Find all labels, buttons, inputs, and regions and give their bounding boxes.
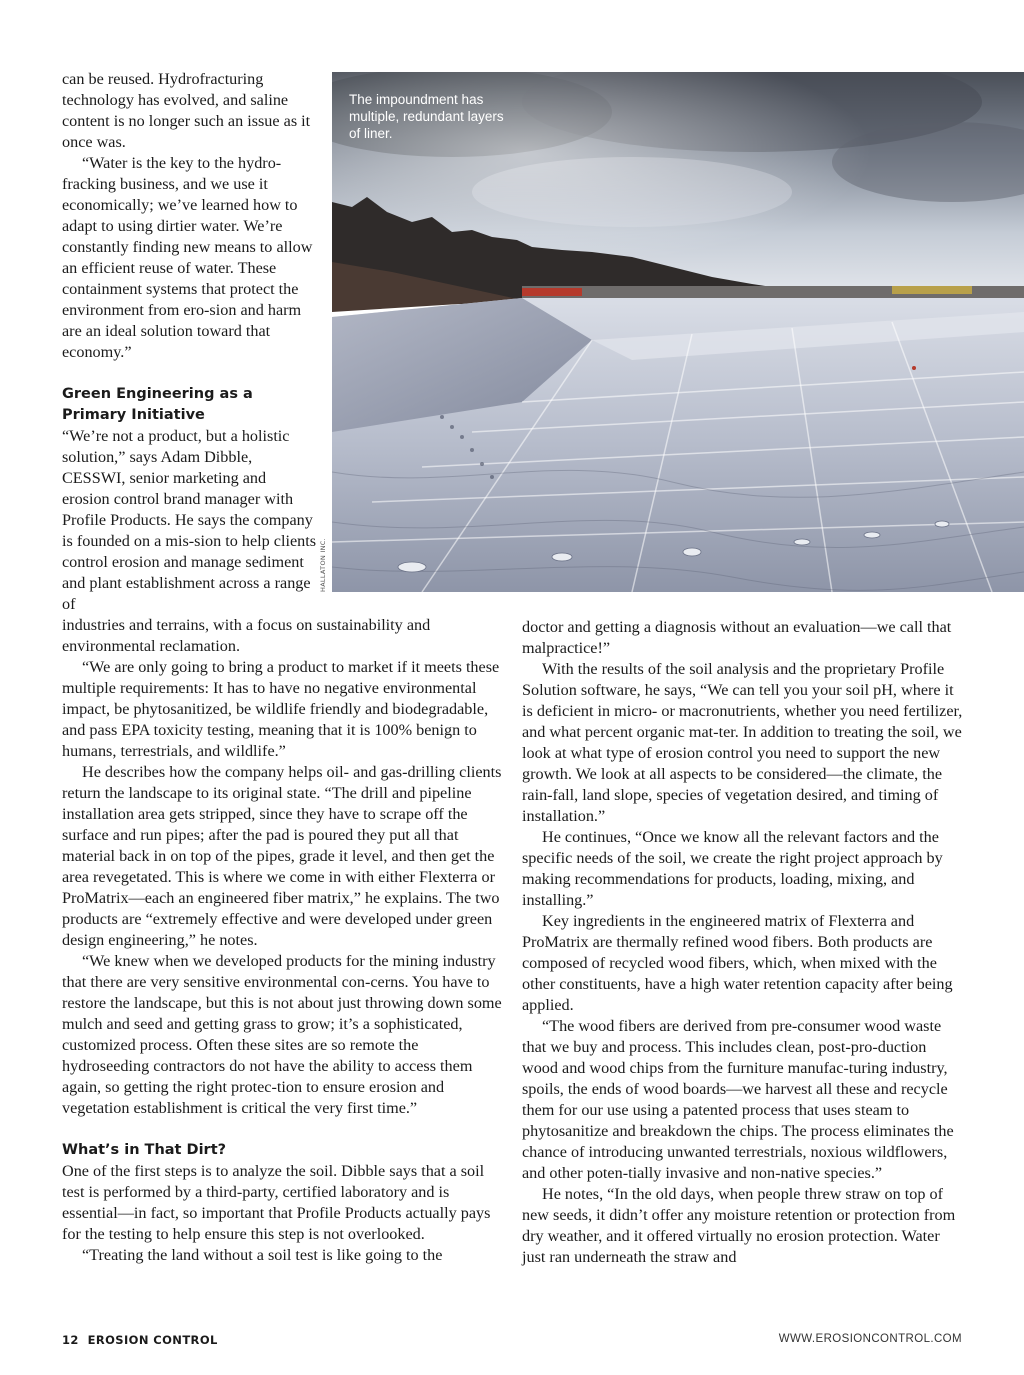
left-paragraph-4: “We are only going to bring a product to market if it meets these multiple requirements: It has to have no negative environmental impact, be phytosanitized, be wildlife friendly and biodegradable, and pass EPA toxicity testing, meaning that it is 100% benign to humans, terrestrials, and wildlife.” bbox=[62, 658, 500, 760]
right-paragraph-2: With the results of the soil analysis and the proprietary Profile Solution software, he says, “We can tell you your soil pH, where it is deficient in micro- or macronutrients, whether you need fertilizer, and what percent organic mat-ter. In addition to treating the soil, we look at what type of erosion control you need to support the new growth. We look at all aspects to be considered—the climate, the rain-fall, land slope, species of vegetation desired, and timing of installation.” bbox=[522, 660, 963, 825]
right-column bbox=[522, 617, 964, 1268]
photo-caption: The impoundment has multiple, redundant layers of liner. bbox=[349, 92, 504, 141]
left-paragraph-6: “We knew when we developed products for the mining industry that there are very sensitive environmental con-cerns. You have to restore the landscape, but this is not about just throwing down some mulch and seed and getting grass to grow; it’s a sophisticated, customized process. Often these sites are so remote the hydroseeding contractors do not have the ability to access them again, so getting the right protec-tion to ensure erosion and vegetation establishment is critical the very first time.” bbox=[62, 952, 502, 1117]
magazine-name: EROSION CONTROL bbox=[87, 1333, 218, 1347]
photo-credit: HALLATON INC. bbox=[319, 538, 327, 592]
right-paragraph-1: doctor and getting a diagnosis without an evaluation—we call that malpractice!” bbox=[522, 618, 952, 657]
left-paragraph-3b: industries and terrains, with a focus on sustainability and environmental reclamation. bbox=[62, 616, 431, 655]
left-paragraph-3a: “We’re not a product, but a holistic solution,” says Adam Dibble, CESSWI, senior marketing and erosion control brand manager with Profile Products. He says the company is founded on a mis-sion to help clients control erosion and manage sediment and plant establishment across a range of bbox=[62, 427, 317, 613]
left-paragraph-1: can be reused. Hydrofracturing technology has evolved, and saline content is no longer such an issue as it once was. bbox=[62, 70, 311, 151]
section-heading-whats-in-that-dirt: What’s in That Dirt? bbox=[62, 1142, 227, 1158]
left-column bbox=[62, 69, 502, 1266]
left-paragraph-2: “Water is the key to the hydro-fracking business, and we use it economically; we’ve learned how to adapt to using dirtier water. We’re constantly finding new means to allow an efficient reuse of water. These containment systems that protect the environment from ero-sion and harm are an ideal solution toward that economy.” bbox=[62, 154, 313, 361]
right-paragraph-5: “The wood fibers are derived from pre-consumer wood waste that we buy and process. This includes clean, post-pro-duction wood and wood chips from the furniture manufac-turing industry, spoils, the ends of wood boards—we harvest all these and recycle them for our use using a patented process that uses steam to phytosanitize and breakdown the chips. The process eliminates the chance of introducing unwanted terrestrials, noxious wildflowers, and other poten-tially invasive and non-native species.” bbox=[522, 1017, 954, 1182]
right-paragraph-3: He continues, “Once we know all the relevant factors and the specific needs of the soil, we create the right project approach by making recommendations for products, loading, mixing, and installing.” bbox=[522, 828, 943, 909]
footer-folio bbox=[62, 1333, 218, 1347]
heading-line-1: Green Engineering as a bbox=[62, 386, 253, 402]
section-heading-green-engineering bbox=[62, 384, 502, 426]
page-number: 12 bbox=[62, 1333, 79, 1347]
left-paragraph-8: “Treating the land without a soil test is like going to the bbox=[82, 1246, 443, 1264]
heading-line-2: Primary Initiative bbox=[62, 407, 205, 423]
footer-url[interactable]: WWW.EROSIONCONTROL.COM bbox=[778, 1333, 962, 1345]
right-paragraph-6: He notes, “In the old days, when people threw straw on top of new seeds, it didn’t offer any moisture retention or protection from dry weather, and it offered virtually no erosion protection. Water just ran underneath the straw and bbox=[522, 1185, 956, 1266]
left-paragraph-5: He describes how the company helps oil- and gas-drilling clients return the landscape to its original state. “The drill and pipeline installation area gets stripped, since they have to scrape off the surface and run pipes; after the pad is poured they put all that material back in on top of the pipes, grade it level, and then get the area revegetated. This is where we come in with either Flexterra or ProMatrix—each an engineered fiber matrix,” he explains. The two products are “extremely effective and were developed under green design engineering,” he notes. bbox=[62, 763, 502, 949]
left-paragraph-7: One of the first steps is to analyze the soil. Dibble says that a soil test is performed by a third-party, certified laboratory and is essential—in fact, so important that Profile Products actually pays for the testing to help ensure this step is not overlooked. bbox=[62, 1162, 491, 1243]
right-paragraph-4: Key ingredients in the engineered matrix of Flexterra and ProMatrix are thermally refined wood fibers. Both products are composed of recycled wood fibers, which, when mixed with the other constituents, have a high water retention capacity after being applied. bbox=[522, 912, 953, 1014]
